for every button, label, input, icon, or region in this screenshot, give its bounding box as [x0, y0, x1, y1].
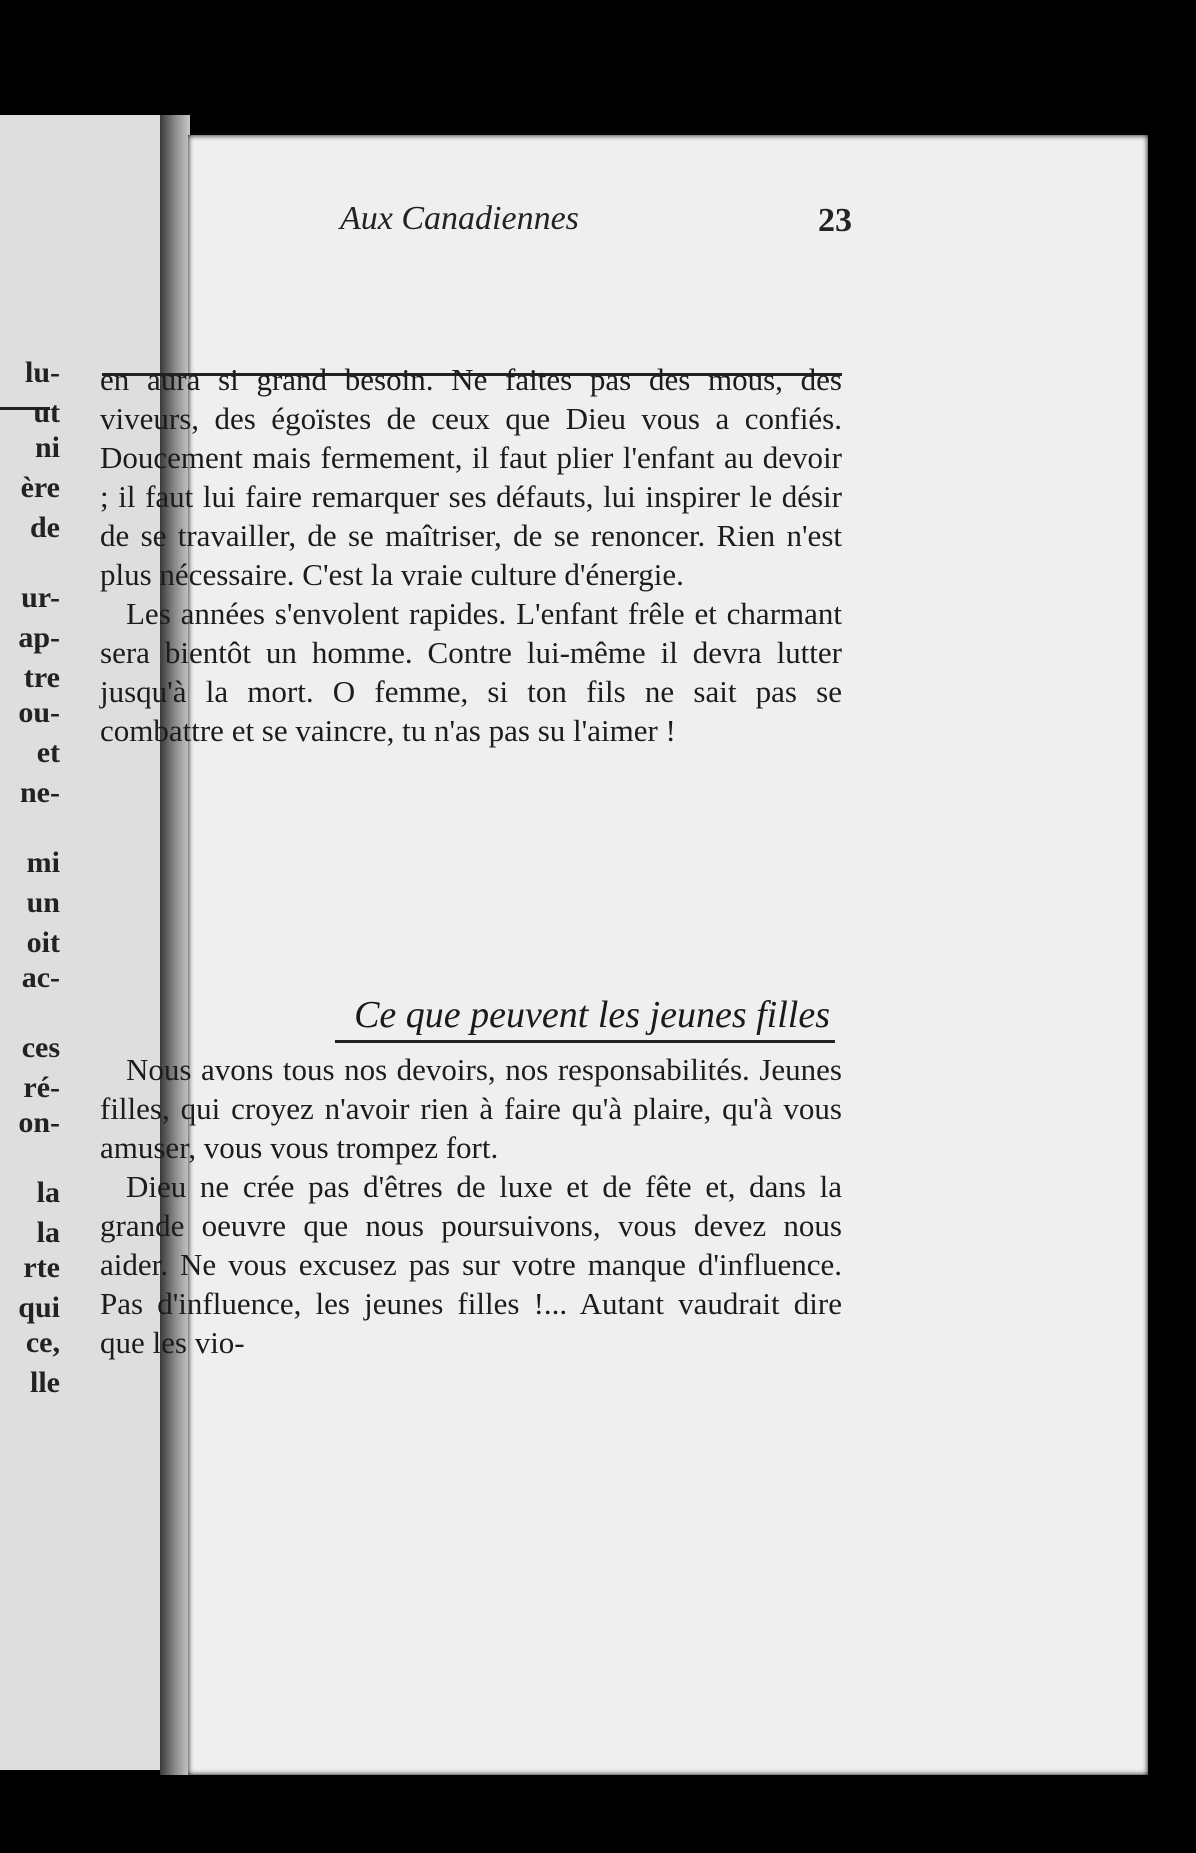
left-page-word-fragment: ap-	[18, 621, 60, 654]
left-page-word-fragment: ce,	[25, 1326, 60, 1359]
left-page-word-fragment: tre	[23, 661, 60, 694]
left-page-word-fragment: ur-	[21, 581, 60, 614]
section-title: Ce que peuvent les jeunes filles	[354, 994, 830, 1036]
left-page-word-fragment: oit	[26, 926, 60, 959]
paragraph: Les années s'envolent rapides. L'enfant frêle et charmant sera bientôt un homme. Contre lui-même il devra lutter jusqu'à la mort. O femme, si ton fils ne sait pas se combattre et se vaincre, tu n'as pas su l'aimer !	[100, 596, 842, 748]
section-title-rule	[335, 1040, 835, 1043]
left-page-word-fragment: ac-	[21, 961, 60, 994]
section-2-body	[100, 1050, 842, 1362]
left-page-word-fragment: on-	[18, 1106, 60, 1139]
left-page-word-fragment: la	[36, 1216, 60, 1249]
left-page-word-fragment: de	[30, 511, 60, 544]
section-1-body	[100, 360, 842, 750]
left-page-word-fragment: mi	[26, 846, 60, 879]
paragraph: Dieu ne crée pas d'êtres de luxe et de fête et, dans la grande oeuvre que nous poursuivons, vous devez nous aider. Ne vous excusez pas sur votre manque d'influence. Pas d'influence, les jeunes filles !... Autant vaudrait dire que les vio-	[100, 1169, 842, 1360]
left-page-word-fragment: rte	[23, 1251, 60, 1284]
left-page-word-fragment: lu-	[24, 356, 60, 389]
left-page-word-fragment: qui	[18, 1291, 60, 1324]
running-header	[100, 200, 852, 250]
left-page-word-fragment: ces	[21, 1031, 60, 1064]
left-page-word-fragment: un	[26, 886, 60, 919]
paragraph: Nous avons tous nos devoirs, nos responsabilités. Jeunes filles, qui croyez n'avoir rien à faire qu'à plaire, qu'à vous amuser, vous vous trompez fort.	[100, 1052, 842, 1165]
left-page-word-fragment: lle	[30, 1366, 60, 1399]
left-page-word-fragment: ne-	[20, 776, 60, 809]
left-page-word-fragment: ou-	[18, 696, 60, 729]
left-page-word-fragment: ut	[33, 396, 60, 429]
page-number: 23	[818, 202, 852, 239]
left-page-word-fragment: ère	[20, 471, 60, 504]
left-page-word-fragment: et	[36, 736, 60, 769]
left-page-word-fragment: ré-	[23, 1071, 60, 1104]
running-title: Aux Canadiennes	[340, 200, 579, 237]
left-page-word-fragment: ni	[34, 431, 60, 464]
paragraph: en aura si grand besoin. Ne faites pas des mous, des viveurs, des égoïstes de ceux que Dieu vous a confiés. Doucement mais fermement, il faut plier l'enfant au devoir ; il faut lui faire remarquer ses défauts, lui inspirer le désir de se travailler, de se maîtriser, de se renoncer. Rien n'est plus nécessaire. C'est la vraie culture d'énergie.	[100, 362, 842, 592]
left-page-word-fragment: la	[36, 1176, 60, 1209]
